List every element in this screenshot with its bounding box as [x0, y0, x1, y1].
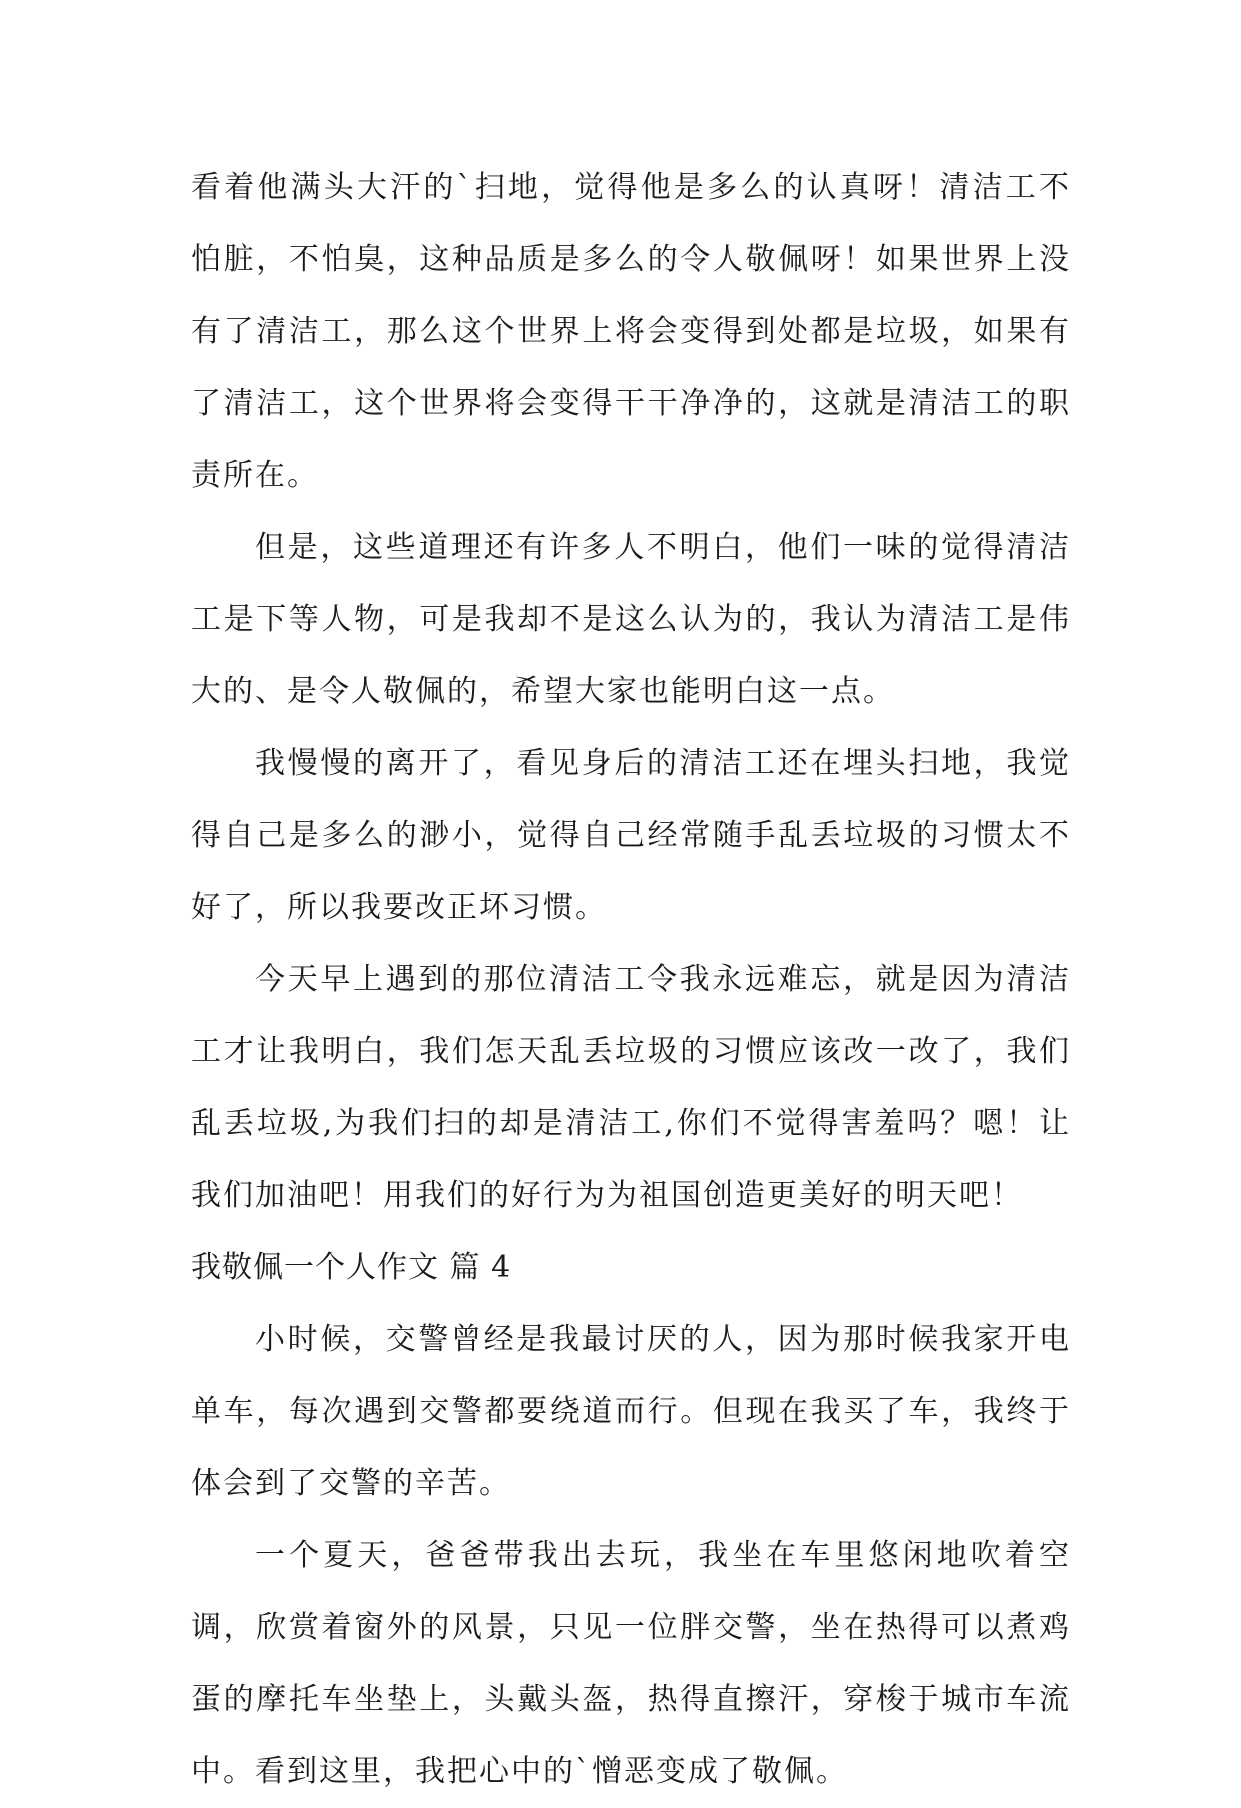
document-body [191, 152, 1071, 1808]
paragraph-continued: 看着他满头大汗的`扫地，觉得他是多么的认真呀！清洁工不怕脏，不怕臭，这种品质是多么的令人敬佩呀！如果世界上没有了清洁工，那么这个世界上将会变得到处都是垃圾，如果有了清洁工，这个世界将会变得干干净净的，这就是清洁工的职责所在。 [191, 170, 1071, 493]
paragraph: 但是，这些道理还有许多人不明白，他们一味的觉得清洁工是下等人物，可是我却不是这么认为的，我认为清洁工是伟大的、是令人敬佩的，希望大家也能明白这一点。 [191, 530, 1071, 709]
paragraph: 一个夏天，爸爸带我出去玩，我坐在车里悠闲地吹着空调，欣赏着窗外的风景，只见一位胖交警，坐在热得可以煮鸡蛋的摩托车坐垫上，头戴头盔，热得直擦汗，穿梭于城市车流中。看到这里，我把心中的`憎恶变成了敬佩。 [191, 1538, 1071, 1789]
section-heading: 我敬佩一个人作文 篇 4 [191, 1250, 512, 1285]
paragraph: 我慢慢的离开了，看见身后的清洁工还在埋头扫地，我觉得自己是多么的渺小，觉得自己经常随手乱丢垃圾的习惯太不好了，所以我要改正坏习惯。 [191, 746, 1071, 925]
paragraph: 今天早上遇到的那位清洁工令我永远难忘，就是因为清洁工才让我明白，我们怎天乱丢垃圾的习惯应该改一改了，我们乱丢垃圾,为我们扫的却是清洁工,你们不觉得害羞吗？嗯！让我们加油吧！用我们的好行为为祖国创造更美好的明天吧！ [191, 962, 1071, 1213]
paragraph: 小时候，交警曾经是我最讨厌的人，因为那时候我家开电单车，每次遇到交警都要绕道而行。但现在我买了车，我终于体会到了交警的辛苦。 [191, 1322, 1071, 1501]
